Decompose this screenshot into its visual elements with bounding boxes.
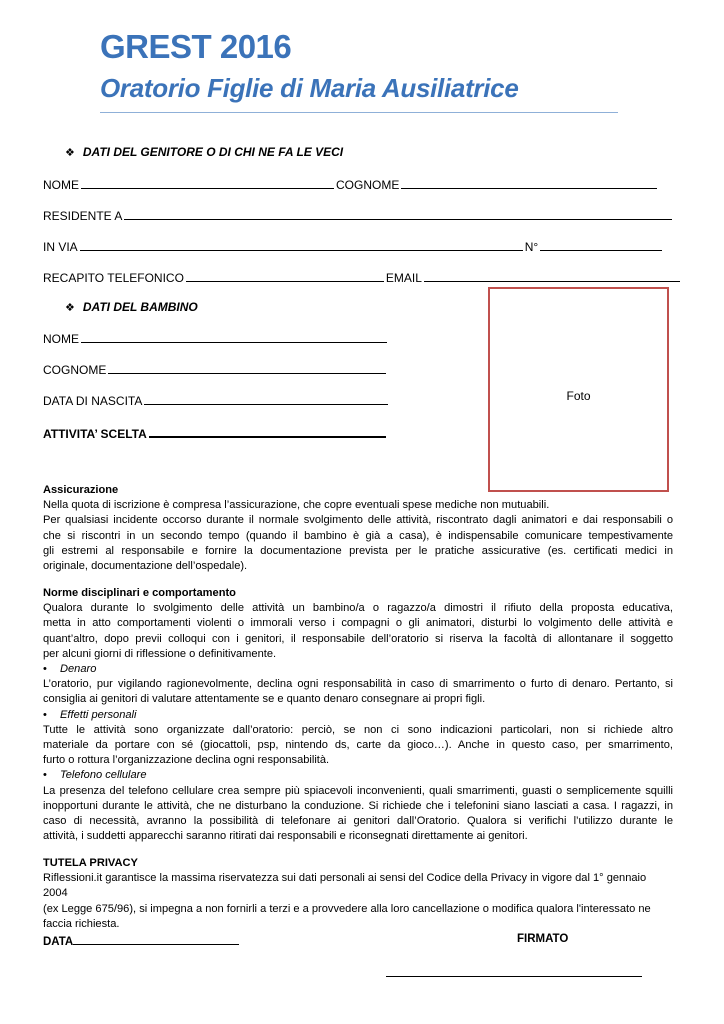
- assicurazione-title: Assicurazione: [43, 484, 119, 496]
- denaro-heading: Denaro: [60, 663, 97, 676]
- parent-via-field[interactable]: [80, 239, 523, 251]
- privacy-section: [43, 856, 673, 932]
- parent-telefono-label: RECAPITO TELEFONICO: [43, 271, 184, 285]
- parent-address-row: [43, 239, 664, 254]
- data-field[interactable]: [73, 933, 239, 945]
- signature-field[interactable]: [386, 976, 642, 977]
- firmato-label: FIRMATO: [517, 933, 569, 945]
- child-nome-row: [43, 331, 389, 346]
- data-label: DATA: [43, 936, 74, 948]
- child-nascita-field[interactable]: [144, 393, 388, 405]
- paragraph-line: Per qualsiasi incidente occorso durante il normale svolgimento delle attività, riscontrato dagli animatori e dai responsabili o: [43, 514, 673, 527]
- parent-via-label: IN VIA: [43, 240, 78, 254]
- parent-residence-row: [43, 208, 674, 223]
- parent-email-field[interactable]: [424, 270, 680, 282]
- child-nascita-row: [43, 393, 390, 408]
- norme-title: Norme disciplinari e comportamento: [43, 587, 236, 599]
- child-attivita-label: ATTIVITA’ SCELTA: [43, 427, 147, 441]
- child-nome-label: NOME: [43, 332, 79, 346]
- paragraph-line: Nella quota di iscrizione è compresa l’assicurazione, che copre eventuali spese mediche non mutuabili.: [43, 499, 550, 512]
- paragraph-line: (ex Legge 675/96), si impegna a non fornirli a terzi e a provvedere alla loro cancellazione o modifica qualora l'interessato ne: [43, 902, 651, 915]
- paragraph-line: La presenza del telefono cellulare crea sempre più spiacevoli inconvenienti, quali smarrimenti, guasti o semplicemente squilli: [43, 784, 673, 797]
- diamond-bullet-icon: ❖: [65, 147, 75, 159]
- paragraph-line: gli estremi al responsabile e fornire la documentazione prevista per le pratiche assicurative (es. certificati medici in: [43, 544, 673, 557]
- child-cognome-row: [43, 362, 388, 377]
- child-attivita-field[interactable]: [149, 425, 386, 438]
- child-section-heading: [65, 300, 198, 314]
- parent-numero-label: N°: [524, 240, 539, 254]
- paragraph-line: per alcuni giorni di riflessione o definitivamente.: [43, 647, 277, 660]
- telefono-bullet: [43, 768, 673, 783]
- paragraph-line: caso di necessità, avranno la possibilità di telefonare ai genitori dall’Oratorio. Qualora si verifichi l’utilizzo durante le: [43, 815, 673, 828]
- parent-cognome-label: COGNOME: [336, 178, 400, 192]
- parent-telefono-field[interactable]: [186, 270, 384, 282]
- parent-numero-field[interactable]: [540, 239, 662, 251]
- parent-contact-row: [43, 270, 682, 285]
- bullet-dot: •: [43, 663, 47, 676]
- child-cognome-field[interactable]: [108, 362, 386, 374]
- child-attivita-row: [43, 425, 388, 441]
- paragraph-line: Qualora durante lo svolgimento delle attività un bambino/a o ragazzo/a dimostri il rifiuto della proposta educativa,: [43, 602, 673, 615]
- paragraph-line: Tutte le attività sono organizzate dall’oratorio: perciò, se non ci sono indicazioni particolari, non si richiede altro: [43, 723, 673, 736]
- parent-residente-field[interactable]: [124, 208, 672, 220]
- paragraph-line: metta in atto comportamenti violenti o immorali verso i compagni o gli animatori, disturbi lo volgimento delle attività e: [43, 617, 673, 630]
- effetti-heading: Effetti personali: [60, 708, 137, 721]
- denaro-bullet: [43, 662, 673, 677]
- paragraph-line: furto o rottura l’organizzazione declina ogni responsabilità.: [43, 754, 330, 767]
- signature-date: [43, 933, 239, 948]
- child-nome-field[interactable]: [81, 331, 387, 343]
- paragraph-line: materiale da portare con sé (giocattoli, psp, nintendo ds, carte da gioco…). Anche in questo caso, per smarrimento,: [43, 739, 673, 752]
- parent-email-label: EMAIL: [385, 271, 422, 285]
- diamond-bullet-icon: ❖: [65, 302, 75, 314]
- paragraph-line: inopportuni durante le attività, che ne disturbano la conduzione. Si richiede che i telefonini siano lasciati a casa. I ragazzi, in: [43, 799, 673, 812]
- photo-label: Foto: [566, 389, 591, 403]
- paragraph-line: faccia richiesta.: [43, 917, 120, 930]
- norme-section: [43, 586, 673, 844]
- parent-residente-label: RESIDENTE A: [43, 209, 123, 223]
- assicurazione-section: [43, 483, 673, 574]
- paragraph-line: originale, documentazione dell’ospedale).: [43, 560, 248, 573]
- telefono-heading: Telefono cellulare: [60, 769, 147, 782]
- paragraph-line: che si riscontri in un secondo tempo (quando il bambino è già a casa), è indispensabile comunicare tempestivamente: [43, 529, 673, 542]
- parent-nome-label: NOME: [43, 178, 79, 192]
- paragraph-line: Riflessioni.it garantisce la massima riservatezza sui dati personali ai sensi del Codice della Privacy in vigore dal 1° gennaio 2004: [43, 872, 647, 900]
- child-section-heading-text: DATI DEL BAMBINO: [82, 300, 198, 314]
- parent-name-row: [43, 177, 659, 192]
- page-title: GREST 2016: [100, 28, 292, 65]
- page-subtitle: Oratorio Figlie di Maria Ausiliatrice: [100, 73, 519, 103]
- title-divider: [100, 112, 618, 113]
- effetti-bullet: [43, 708, 673, 723]
- bullet-dot: •: [43, 769, 47, 782]
- child-nascita-label: DATA DI NASCITA: [43, 394, 143, 408]
- bullet-dot: •: [43, 708, 47, 721]
- paragraph-line: consiglia ai genitori di valutare attentamente se e quanto denaro consegnare ai propri figli.: [43, 693, 486, 706]
- paragraph-line: quant’altro, dopo previi colloqui con i genitori, il responsabile dell’oratorio si riserva la facoltà di allontanare il soggetto: [43, 632, 673, 645]
- parent-cognome-field[interactable]: [401, 177, 657, 189]
- paragraph-line: attività, i suddetti apparecchi saranno ritirati dai responsabili e riconsegnati direttamente ai genitori.: [43, 830, 528, 843]
- privacy-title: TUTELA PRIVACY: [43, 857, 138, 869]
- child-cognome-label: COGNOME: [43, 363, 107, 377]
- parent-section-heading: [65, 145, 343, 159]
- parent-section-heading-text: DATI DEL GENITORE O DI CHI NE FA LE VECI: [82, 145, 344, 159]
- parent-nome-field[interactable]: [81, 177, 334, 189]
- photo-box: [488, 287, 669, 492]
- paragraph-line: L’oratorio, pur vigilando ragionevolmente, declina ogni responsabilità in caso di smarrimento o furto di denaro. Pertanto, si: [43, 678, 673, 691]
